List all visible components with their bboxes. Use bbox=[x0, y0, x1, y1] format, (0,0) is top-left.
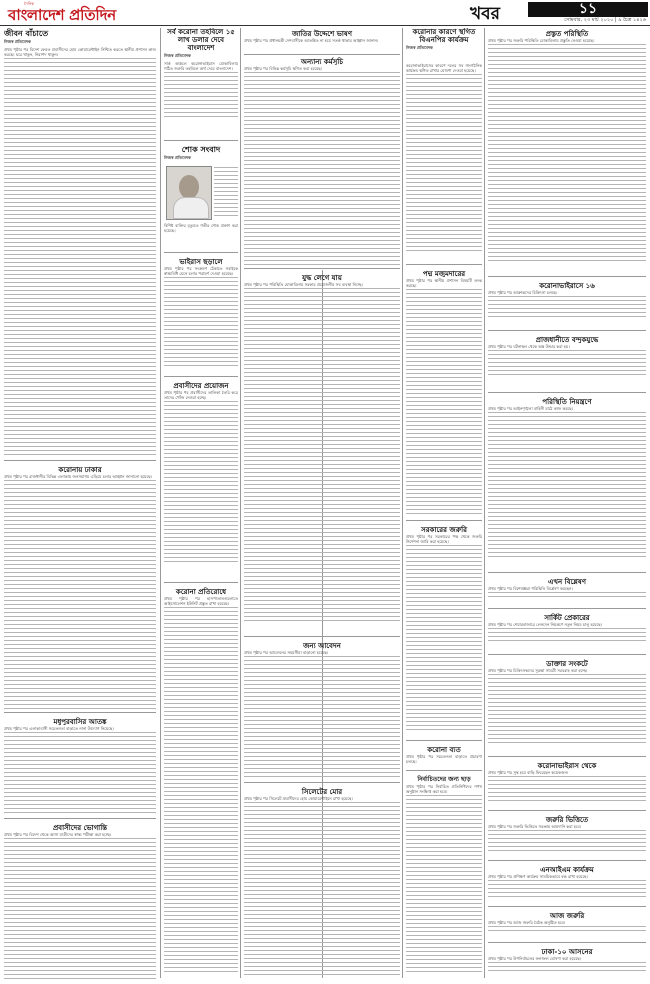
text-lines bbox=[488, 412, 646, 557]
text-lines bbox=[488, 962, 646, 971]
text-lines bbox=[406, 545, 482, 730]
article-body: প্রথম পৃষ্ঠার পর পরিস্থিতি মোকাবিলায় সরকার প্রয়োজনীয় সব ব্যবস্থা নিচ্ছে। bbox=[244, 282, 363, 287]
article-jonno-abedon bbox=[244, 640, 400, 780]
section-rule bbox=[488, 572, 646, 573]
column-rule bbox=[484, 28, 485, 978]
headline: পদ্ম মজুমদারের bbox=[422, 269, 466, 277]
text-lines bbox=[244, 656, 400, 777]
headline: জীবন বাঁচাতে bbox=[4, 28, 49, 38]
section-rule bbox=[164, 376, 238, 377]
text-lines bbox=[4, 838, 156, 979]
section-title: খবর bbox=[470, 4, 500, 24]
article-bnp-postponed bbox=[406, 28, 482, 58]
section-rule bbox=[4, 460, 156, 461]
obituary-photo bbox=[166, 166, 212, 220]
article-joruri-bhittite bbox=[488, 814, 646, 858]
headline: করোনা ব্যত bbox=[427, 745, 461, 753]
byline: নিজস্ব প্রতিবেদক bbox=[164, 155, 191, 160]
headline: শোক সংবাদ bbox=[181, 144, 221, 154]
article-nim-karjokrom bbox=[488, 864, 646, 904]
section-rule bbox=[4, 818, 156, 819]
article-bnp-body bbox=[406, 62, 482, 262]
column-rule bbox=[402, 28, 403, 978]
section-rule bbox=[406, 770, 482, 771]
article-dhaka-10 bbox=[488, 946, 646, 980]
article-circuit-breaker bbox=[488, 612, 646, 652]
section-rule bbox=[244, 54, 400, 55]
section-rule bbox=[488, 810, 646, 811]
article-body: প্রথম পৃষ্ঠার পর প্রশিক্ষণ কার্যক্রম সাময়িকভাবে বন্ধ রাখা হয়েছে। bbox=[488, 874, 588, 879]
article-coronay-dhakar bbox=[4, 464, 156, 710]
article-doctor-sonkote bbox=[488, 658, 646, 754]
headline: সিলেটের মোর bbox=[301, 787, 343, 795]
article-prostut-poristhiti bbox=[488, 28, 646, 274]
headline: প্রবাসীদের ভোগান্তি bbox=[52, 823, 108, 831]
article-body: প্রথম পৃষ্ঠার পর আক্রান্তদের চিকিৎসা চলছে। bbox=[488, 290, 558, 295]
text-lines bbox=[164, 277, 238, 366]
article-poristhiti-niyontrone bbox=[488, 396, 646, 570]
text-lines bbox=[488, 592, 646, 597]
section-rule bbox=[488, 330, 646, 331]
headline: করোনাভাইরাসে ১৬ bbox=[539, 281, 595, 289]
portrait-face bbox=[179, 175, 199, 199]
article-jatir-uddeshe bbox=[244, 28, 400, 52]
text-lines bbox=[488, 674, 646, 743]
section-rule bbox=[244, 636, 400, 637]
portrait-body bbox=[173, 197, 209, 219]
logo-text: বাংলাদেশ প্রতিদিন bbox=[8, 6, 116, 24]
article-bondukjuddhe bbox=[488, 334, 646, 390]
article-corona-byat bbox=[406, 744, 482, 768]
headline: অন্যান্য কর্মসূচি bbox=[300, 57, 344, 65]
headline: করোনা প্রতিরোধে bbox=[175, 587, 227, 595]
text-lines bbox=[4, 732, 156, 813]
article-body: প্রথম পৃষ্ঠার পর বিদেশ থেকে আসা যাত্রীদের স্বাস্থ্য পরীক্ষা করা হচ্ছে। bbox=[4, 832, 112, 837]
text-lines bbox=[488, 776, 646, 801]
section-rule bbox=[488, 860, 646, 861]
section-rule bbox=[488, 608, 646, 609]
article-body: প্রথম পৃষ্ঠার পর উপনির্বাচনের ফলাফল ঘোষণা করা হয়েছে। bbox=[488, 956, 582, 961]
headline: আজ জরুরি bbox=[549, 911, 585, 919]
page-number: ১১ bbox=[528, 2, 648, 17]
headline: নির্বাচিতদের জন্য ছাড় bbox=[417, 776, 471, 783]
text-lines bbox=[488, 880, 646, 897]
section-rule bbox=[406, 520, 482, 521]
headline: জরুরি ভিত্তিতে bbox=[545, 815, 589, 823]
headline: মধুপুরবাসির আতঙ্ক bbox=[53, 717, 107, 725]
article-probashi-bhogan bbox=[4, 822, 156, 980]
article-sarkarer-joruri bbox=[406, 524, 482, 738]
text-lines bbox=[164, 401, 238, 562]
article-body: প্রথম পৃষ্ঠার পর বিভিন্ন কর্মসূচি স্থগিত করা হয়েছে। bbox=[244, 66, 323, 71]
article-body: করোনাভাইরাসের কারণে দলের সব সাংগঠনিক কার্যক্রম স্থগিত রাখার ঘোষণা দেওয়া হয়েছে। bbox=[406, 63, 482, 73]
text-lines bbox=[488, 296, 646, 317]
article-corona-protirodhe bbox=[164, 586, 238, 980]
article-body: প্রথম পৃষ্ঠার পর প্রবাসীদের তালিকা তৈরি করে তাদের খোঁজ নেওয়া হচ্ছে। bbox=[164, 390, 238, 400]
headline: প্রাজধানীতে বন্দুকযুদ্ধে bbox=[535, 335, 599, 343]
article-body: প্রথম পৃষ্ঠার পর জরুরি ভিত্তিতে সরঞ্জাম আমদানি করা হবে। bbox=[488, 824, 582, 829]
text-lines bbox=[488, 830, 646, 851]
article-body: প্রথম পৃষ্ঠার পর বিদেশ ফেরত প্রবাসীদের হোম কোয়ারেন্টাইন নিশ্চিত করতে স্থানীয় প্রশাসন কাজ করছে। ঘরে থাকুন, নিরাপদ থাকুন। bbox=[4, 47, 156, 57]
headline: ঢাকা-১০ আসনের bbox=[541, 947, 593, 955]
section-rule bbox=[244, 782, 400, 783]
article-ekhon-bishleshon bbox=[488, 576, 646, 606]
masthead bbox=[0, 0, 650, 22]
article-body: প্রথম পৃষ্ঠার পর সরকারের পক্ষ থেকে জরুরি নির্দেশনা জারি করা হয়েছে। bbox=[406, 534, 482, 544]
article-body: প্রথম পৃষ্ঠার পর সংক্রমণ ঠেকাতে সবাইকে স্বাস্থ্যবিধি মেনে চলার পরামর্শ দেওয়া হয়েছে। bbox=[164, 266, 238, 276]
headline: এখন বিশ্লেষণ bbox=[548, 577, 586, 585]
article-onnanno-kormoshuchi bbox=[244, 56, 400, 268]
text-lines bbox=[164, 607, 238, 972]
headline: সর্ব করোনা তহবিলে ১৫ লাখ ডলার দেবে বাংলাদেশ bbox=[167, 28, 235, 52]
headline: সরকারের জরুরি bbox=[421, 525, 467, 533]
text-lines bbox=[406, 795, 482, 972]
section-rule bbox=[488, 654, 646, 655]
article-sylheter-mor bbox=[244, 786, 400, 980]
column-rule bbox=[240, 28, 241, 978]
article-body: প্রথম পৃষ্ঠার পর প্রধানমন্ত্রী দেশবাসীকে আতঙ্কিত না হয়ে সতর্ক থাকার আহ্বান জানান। bbox=[244, 38, 379, 43]
article-jibon-bachate bbox=[4, 28, 156, 458]
section-rule bbox=[488, 906, 646, 907]
text-lines bbox=[488, 926, 646, 931]
masthead-rule bbox=[0, 25, 650, 26]
article-body: সার্ক অঞ্চলে করোনাভাইরাস মোকাবিলায় গঠিত জরুরি তহবিলে অর্থ দেবে বাংলাদেশ। bbox=[164, 61, 238, 71]
section-rule bbox=[4, 712, 156, 713]
column-rule bbox=[160, 28, 161, 978]
article-body: প্রথম পৃষ্ঠার পর স্থানীয় প্রশাসন বিষয়টি তদন্ত করছে। bbox=[406, 278, 482, 288]
section-rule bbox=[488, 392, 646, 393]
article-body: প্রথম পৃষ্ঠার পর সচেতনতা বাড়াতে প্রচারণা চলছে। bbox=[406, 754, 482, 764]
article-aaj-joruri bbox=[488, 910, 646, 940]
headline: জন্য আবেদন bbox=[303, 641, 341, 649]
section-rule bbox=[244, 268, 400, 269]
text-lines bbox=[4, 58, 156, 455]
article-coronavirus-16 bbox=[488, 280, 646, 328]
headline: এনআইএম কার্যক্রম bbox=[540, 865, 594, 873]
section-rule bbox=[406, 740, 482, 741]
article-body: প্রথম পৃষ্ঠার পর আইনশৃঙ্খলা বাহিনী মাঠে কাজ করছে। bbox=[488, 406, 573, 411]
text-lines bbox=[488, 44, 646, 261]
article-body: প্রথম পৃষ্ঠার পর রাজধানীর বিভিন্ন এলাকায় জনসমাগম এড়িয়ে চলার আহ্বান জানানো হয়েছে। bbox=[4, 474, 152, 479]
section-rule bbox=[488, 276, 646, 277]
article-body: প্রথম পৃষ্ঠার পর আজ জরুরি বৈঠক অনুষ্ঠিত হবে। bbox=[488, 920, 566, 925]
text-lines bbox=[488, 350, 646, 375]
text-lines bbox=[244, 72, 400, 265]
headline: করোনাভাইরাস থেকে bbox=[537, 761, 597, 769]
section-rule bbox=[164, 140, 238, 141]
text-lines bbox=[244, 288, 400, 621]
headline: ভাইরাস ছড়ালে bbox=[179, 257, 223, 265]
article-saarc-fund bbox=[164, 28, 238, 138]
text-lines bbox=[164, 72, 238, 117]
article-body: প্রথম পৃষ্ঠার পর হাসপাতালগুলোতে আইসোলেশন ইউনিট প্রস্তুত রাখা হয়েছে। bbox=[164, 596, 238, 606]
article-coronavirus-theke bbox=[488, 760, 646, 808]
article-madhupur bbox=[4, 716, 156, 816]
section-rule bbox=[488, 942, 646, 943]
article-virus-chharale bbox=[164, 256, 238, 374]
text-lines bbox=[406, 74, 482, 251]
headline: ডাক্তার সংকটে bbox=[546, 659, 588, 667]
article-body: প্রথম পৃষ্ঠার পর ঘটনাস্থল থেকে অস্ত্র উদ্ধার করা হয়। bbox=[488, 344, 570, 349]
article-body: প্রথম পৃষ্ঠার পর চিকিৎসকদের সুরক্ষা সামগ্রী সরবরাহ করা হচ্ছে। bbox=[488, 668, 588, 673]
headline: পরিস্থিতি নিয়ন্ত্রণে bbox=[542, 397, 592, 405]
article-juddho-lege bbox=[244, 272, 400, 634]
article-body: বিশিষ্ট ব্যক্তির মৃত্যুতে গভীর শোক প্রকাশ করা হয়েছে। bbox=[164, 223, 238, 233]
byline: নিজস্ব প্রতিবেদক bbox=[164, 53, 191, 58]
headline: করোনার কারণে স্থগিত বিএনপির কার্যক্রম bbox=[412, 28, 476, 44]
section-rule bbox=[164, 582, 238, 583]
text-lines bbox=[406, 289, 482, 514]
article-probashider-proyojon bbox=[164, 380, 238, 580]
article-podmo-mojumder bbox=[406, 268, 482, 518]
article-body: প্রথম পৃষ্ঠার পর সুস্থ হয়ে বাড়ি ফিরেছেন কয়েকজন। bbox=[488, 770, 569, 775]
headline: প্রবাসীদের প্রয়োজন bbox=[173, 381, 229, 389]
byline: নিজস্ব প্রতিবেদক bbox=[4, 39, 31, 44]
byline: নিজস্ব প্রতিবেদক bbox=[406, 45, 433, 50]
article-body: প্রথম পৃষ্ঠার পর সিলেটে প্রবাসীদের হোম কোয়ারেন্টাইনে রাখা হয়েছে। bbox=[244, 796, 353, 801]
article-nirbachitoder-chhar bbox=[406, 774, 482, 980]
section-rule bbox=[164, 252, 238, 253]
article-body: প্রথম পৃষ্ঠার পর আবেদনের সময়সীমা বাড়ানো হয়েছে। bbox=[244, 650, 329, 655]
text-lines bbox=[488, 628, 646, 641]
headline: করোনায় ঢাকার bbox=[58, 465, 102, 473]
text-lines bbox=[244, 802, 400, 975]
article-body: প্রথম পৃষ্ঠার পর শেয়ারবাজারে লেনদেন নিয়ন্ত্রণে নতুন নিয়ম চালু হয়েছে। bbox=[488, 622, 602, 627]
article-body: প্রথম পৃষ্ঠার পর জরুরি পরিস্থিতি মোকাবিলায় প্রস্তুতি নেওয়া হয়েছে। bbox=[488, 38, 595, 43]
section-rule bbox=[488, 756, 646, 757]
text-lines bbox=[4, 480, 156, 710]
article-body: প্রথম পৃষ্ঠার পর এলাকাবাসী সচেতনতা বাড়াতে নানা উদ্যোগ নিয়েছে। bbox=[4, 726, 114, 731]
section-rule bbox=[406, 264, 482, 265]
article-body: প্রথম পৃষ্ঠার পর নির্বাচিত প্রতিনিধিদের শপথ অনুষ্ঠান সংক্ষিপ্ত করা হবে। bbox=[406, 784, 482, 794]
headline: জাতির উদ্দেশে ভাষণ bbox=[291, 29, 352, 37]
headline: যুদ্ধ লেগে যায় bbox=[302, 273, 342, 281]
issue-date: সোমবার, ২৩ মার্চ ২০২০ | ৯ চৈত্র ১৪২৬ bbox=[564, 17, 646, 23]
article-body: প্রথম পৃষ্ঠার পর বিশেষজ্ঞরা পরিস্থিতি বিশ্লেষণ করছেন। bbox=[488, 586, 573, 591]
headline: সার্কিট প্রেকারের bbox=[544, 613, 590, 621]
newspaper-logo bbox=[4, 1, 174, 23]
headline: প্রস্তুত পরিস্থিতি bbox=[545, 29, 589, 37]
article-shok-songbad bbox=[164, 144, 238, 250]
text-lines bbox=[214, 167, 238, 219]
logo-prefix: দৈনিক bbox=[24, 1, 35, 6]
